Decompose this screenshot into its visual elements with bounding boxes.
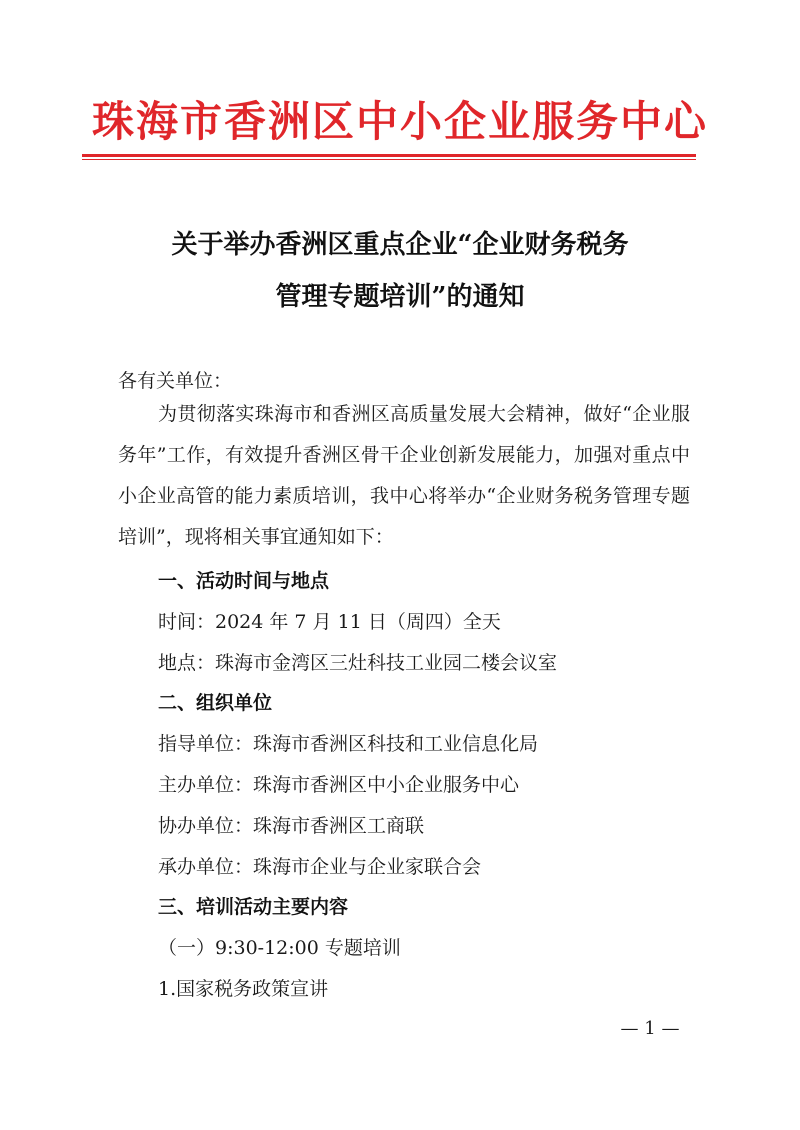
notice-title-line1: 关于举办香洲区重点企业“企业财务税务 <box>171 230 629 260</box>
co-unit: 协办单位：珠海市香洲区工商联 <box>158 815 425 837</box>
subsection-1: （一）9:30-12:00 专题培训 <box>158 937 401 959</box>
intro-paragraph: 为贯彻落实珠海市和香洲区高质量发展大会精神，做好“企业服务年”工作，有效提升香洲区骨干企业创新发展能力，加强对重点中小企业高管的能力素质培训，我中心将举办“企业财务税务管理专题培训”，现将相关事宜通知如下： <box>118 403 690 548</box>
section-2-heading: 二、组织单位 <box>158 692 273 714</box>
item-1: 1.国家税务政策宣讲 <box>158 978 329 1000</box>
guide-unit: 指导单位：珠海市香洲区科技和工业信息化局 <box>158 733 539 755</box>
section-1-heading: 一、活动时间与地点 <box>158 570 330 592</box>
host-unit: 主办单位：珠海市香洲区中小企业服务中心 <box>158 774 520 796</box>
masthead-rule-thick <box>82 154 696 157</box>
event-time: 时间：2024 年 7 月 11 日（周四）全天 <box>158 611 501 633</box>
issuer-masthead: 珠海市香洲区中小企业服务中心 <box>91 97 708 146</box>
masthead-rule-thin <box>82 159 696 160</box>
event-place: 地点：珠海市金湾区三灶科技工业园二楼会议室 <box>158 652 558 674</box>
notice-title-line2: 管理专题培训”的通知 <box>275 282 525 312</box>
page-number: — 1 — <box>620 1018 680 1039</box>
section-3-heading: 三、培训活动主要内容 <box>158 896 349 918</box>
organizer-unit: 承办单位：珠海市企业与企业家联合会 <box>158 856 482 878</box>
salutation: 各有关单位： <box>118 370 233 392</box>
